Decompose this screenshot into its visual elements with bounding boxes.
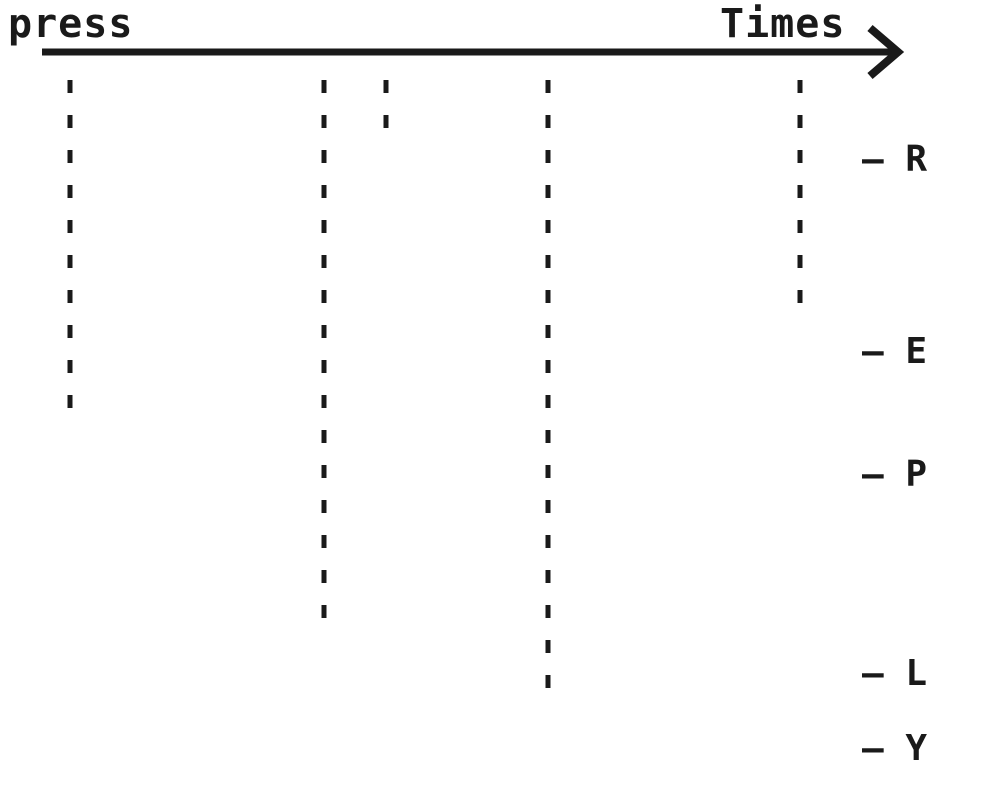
key-label-p: – P — [862, 454, 928, 495]
key-label-e: – E — [862, 331, 928, 372]
key-label-r: – R — [862, 139, 928, 180]
key-label-l: – L — [862, 653, 928, 694]
axis-label-times: Times — [720, 1, 846, 47]
axis-label-press: press — [8, 1, 134, 47]
key-label-y: – Y — [862, 728, 928, 769]
